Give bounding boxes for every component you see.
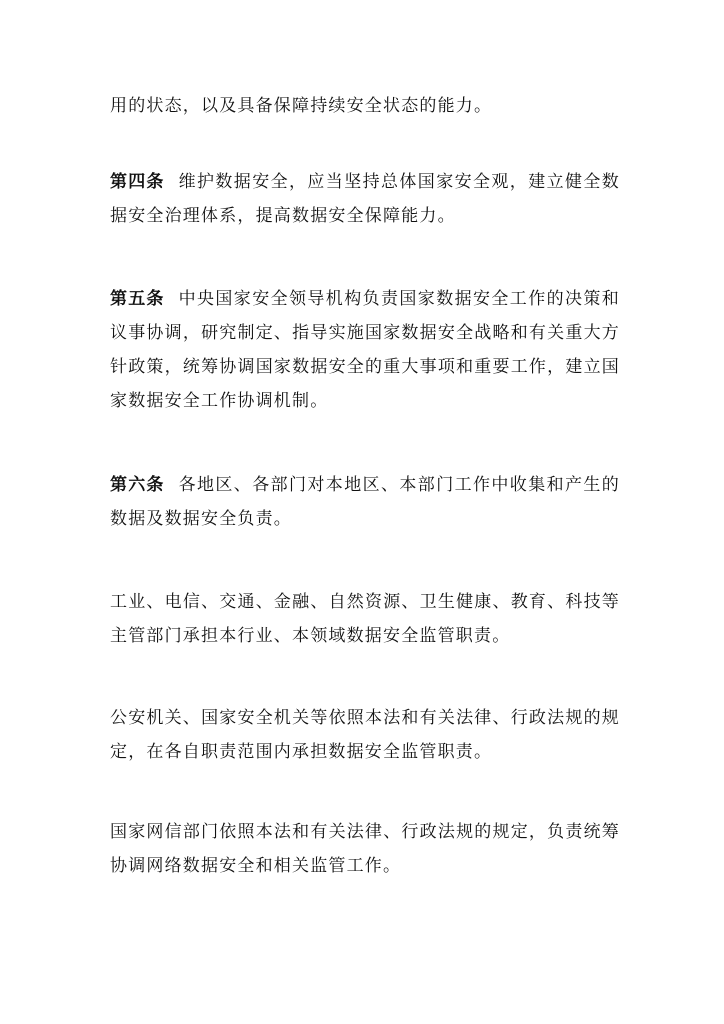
paragraph-continuation	[110, 89, 620, 123]
paragraph-text: 公安机关、国家安全机关等依照本法和有关法律、行政法规的规定，在各自职责范围内承担数据安全监管职责。	[110, 708, 620, 762]
paragraph-text: 维护数据安全，应当坚持总体国家安全观，建立健全数据安全治理体系，提高数据安全保障能力。	[110, 172, 620, 226]
paragraph-text: 各地区、各部门对本地区、本部门工作中收集和产生的数据及数据安全负责。	[110, 475, 620, 529]
paragraph-text: 用的状态，以及具备保障持续安全状态的能力。	[110, 96, 493, 116]
article-number: 第四条	[110, 172, 165, 192]
article-6-clause-4	[110, 815, 620, 883]
article-number: 第五条	[110, 289, 165, 309]
paragraph-text: 工业、电信、交通、金融、自然资源、卫生健康、教育、科技等主管部门承担本行业、本领域数据安全监管职责。	[110, 592, 620, 646]
article-6-clause-2	[110, 585, 620, 653]
article-4-paragraph	[110, 165, 620, 233]
paragraph-text: 中央国家安全领导机构负责国家数据安全工作的决策和议事协调，研究制定、指导实施国家数据安全战略和有关重大方针政策，统筹协调国家数据安全的重大事项和重要工作，建立国家数据安全工作协调机制。	[110, 289, 620, 411]
article-6-paragraph	[110, 468, 620, 536]
article-5-paragraph	[110, 282, 620, 418]
article-number: 第六条	[110, 475, 165, 495]
article-6-clause-3	[110, 701, 620, 769]
paragraph-text: 国家网信部门依照本法和有关法律、行政法规的规定，负责统筹协调网络数据安全和相关监管工作。	[110, 822, 620, 876]
